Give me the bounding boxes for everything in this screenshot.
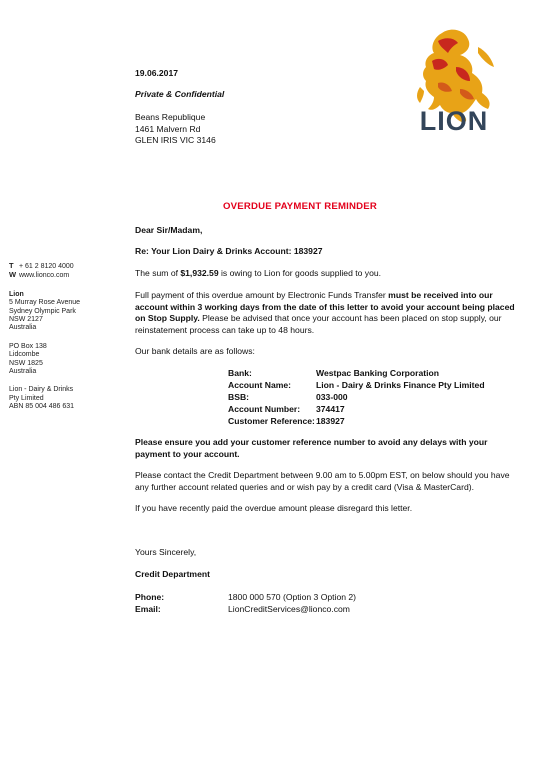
bank-intro: Our bank details are as follows: [135, 346, 255, 356]
bank-detail-value: Westpac Banking Corporation [316, 368, 440, 378]
sender-entity-line: Pty Limited [9, 394, 44, 402]
letter-date: 19.06.2017 [135, 68, 179, 78]
bank-detail-row [228, 391, 348, 403]
bank-detail-label: Account Number: [228, 404, 301, 414]
recipient-line: Beans Republique [135, 112, 206, 122]
contact-label: Phone: [135, 592, 165, 602]
contact-paragraph: Please contact the Credit Department between 9.00 am to 5.00pm EST, on below should you have any further account related queries and or wish pay by a credit card (Visa & MasterCard). [135, 470, 510, 492]
re-line: Re: Your Lion Dairy & Drinks Account: 183927 [135, 246, 323, 256]
sender-company: Lion [9, 290, 24, 298]
sender-phone: + 61 2 8120 4000 [19, 263, 74, 270]
sender-entity-line: Lion - Dairy & Drinks [9, 386, 74, 394]
sender-address-line: Sydney Olympic Park [9, 307, 76, 315]
sum-amount: $1,932.59 [180, 268, 219, 278]
sender-sidebar [9, 262, 119, 419]
sender-address-line: Australia [9, 324, 37, 332]
bank-detail-row [228, 403, 345, 415]
payment-pre: Full payment of this overdue amount by Electronic Funds Transfer [135, 290, 389, 300]
bank-detail-value: 183927 [316, 416, 345, 426]
closing: Yours Sincerely, [135, 547, 197, 557]
signature-department: Credit Department [135, 569, 210, 579]
paid-paragraph: If you have recently paid the overdue amount please disregard this letter. [135, 503, 413, 513]
contact-label: Email: [135, 604, 161, 614]
recipient-line: GLEN IRIS VIC 3146 [135, 135, 216, 145]
bank-detail-value: 374417 [316, 404, 345, 414]
bank-detail-row [228, 415, 345, 427]
sender-po-line: NSW 1825 [9, 359, 43, 367]
bank-detail-row [228, 367, 439, 379]
lion-wordmark: LION [419, 106, 489, 136]
contact-row [135, 603, 350, 615]
sum-pre: The sum of [135, 268, 181, 278]
sender-po-line: PO Box 138 [9, 342, 47, 350]
bank-detail-label: Customer Reference: [228, 416, 315, 426]
contact-email[interactable]: LionCreditServices@lionco.com [228, 604, 350, 614]
phone-label: T [9, 261, 14, 270]
sum-post: is owing to Lion for goods supplied to you. [218, 268, 382, 278]
contact-row [135, 591, 356, 603]
web-label: W [9, 270, 17, 280]
salutation: Dear Sir/Madam, [135, 225, 203, 235]
bank-detail-label: Bank: [228, 368, 252, 378]
sender-address-line: NSW 2127 [9, 316, 43, 324]
letter-title: OVERDUE PAYMENT REMINDER [222, 201, 378, 212]
contact-phone: 1800 000 570 (Option 3 Option 2) [228, 592, 357, 602]
payment-paragraph [135, 290, 520, 336]
sender-po-line: Australia [9, 368, 37, 376]
bank-detail-value: Lion - Dairy & Drinks Finance Pty Limited [316, 380, 485, 390]
recipient-line: 1461 Malvern Rd [135, 123, 201, 134]
confidential-label: Private & Confidential [135, 89, 225, 99]
payment-post: Please be advised that once your account has been placed on stop supply, our reinstatement process can take up to 48 hours. [135, 313, 502, 335]
bank-detail-value: 033-000 [316, 392, 348, 402]
payment-bold: must be received into our account within 3 working days from the date of this letter to avoid your account being placed on Stop Supply. [135, 290, 515, 324]
bank-detail-label: Account Name: [228, 380, 292, 390]
ensure-paragraph: Please ensure you add your customer reference number to avoid any delays with your payment to your account. [135, 437, 488, 459]
sum-paragraph [135, 268, 520, 280]
sender-website[interactable]: www.lionco.com [19, 272, 70, 280]
sender-entity-line: ABN 85 004 486 631 [9, 403, 74, 411]
bank-detail-row [228, 379, 485, 391]
sender-address-line: 5 Murray Rose Avenue [9, 299, 81, 307]
bank-detail-label: BSB: [228, 392, 250, 402]
sender-po-line: Lidcombe [9, 351, 40, 359]
